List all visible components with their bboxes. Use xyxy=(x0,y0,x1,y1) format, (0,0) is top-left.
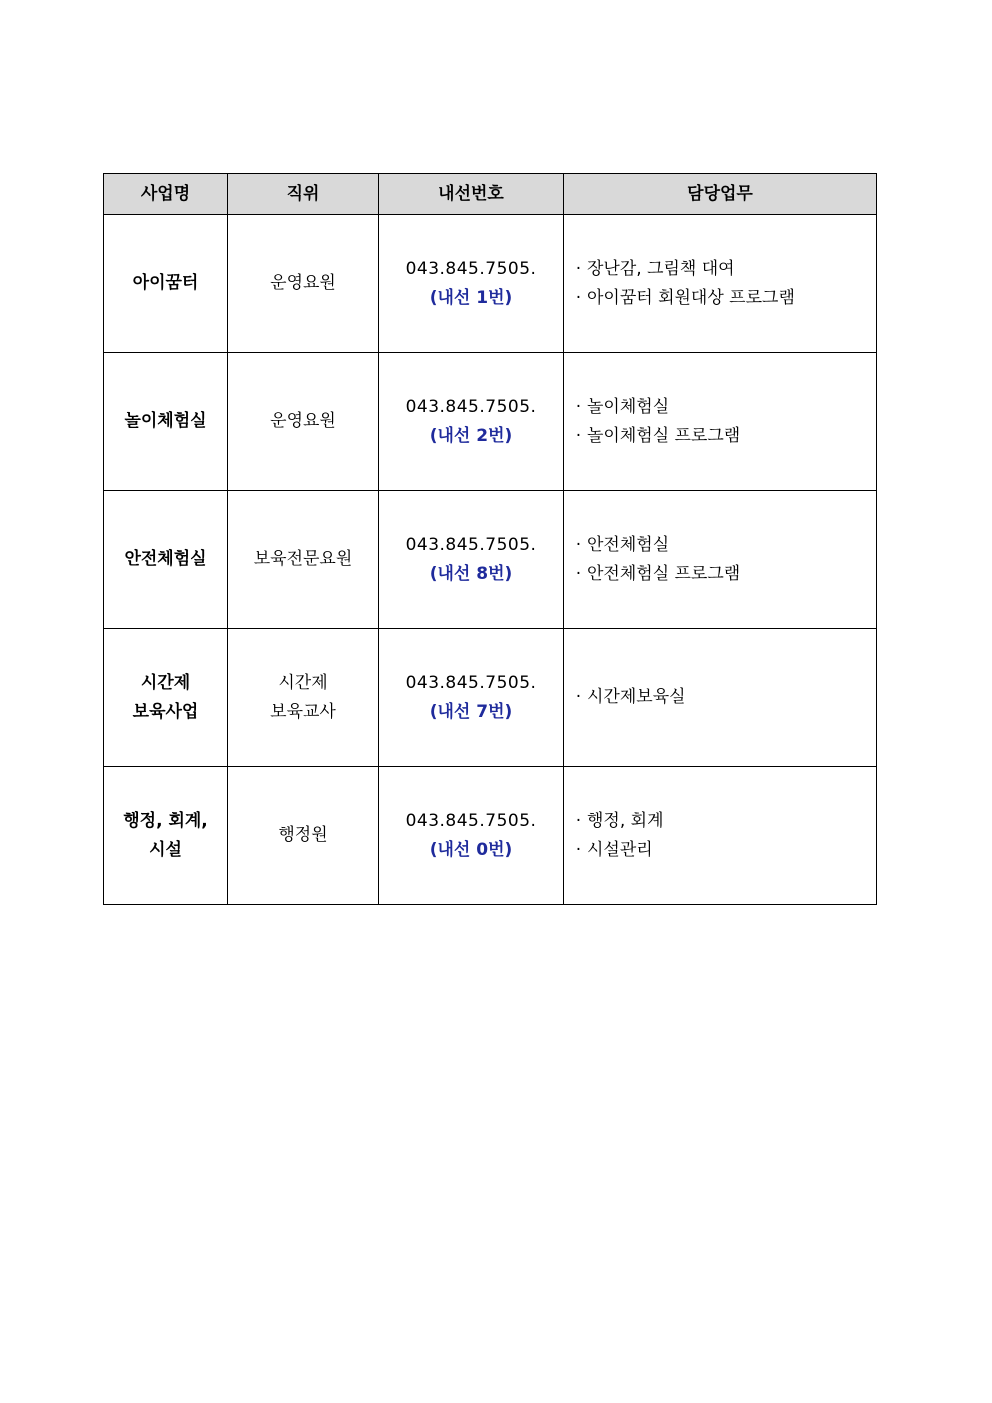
duty-text: 아이꿈터 회원대상 프로그램 xyxy=(587,287,795,308)
business-name-cell xyxy=(104,353,228,491)
phone-number: 043.845.7505. xyxy=(405,396,537,417)
duty-text: 행정, 회계 xyxy=(587,810,664,831)
duty-item xyxy=(570,560,876,589)
header-row xyxy=(104,174,877,215)
duty-text: 놀이체험실 프로그램 xyxy=(587,425,741,446)
table-row xyxy=(104,353,877,491)
header-position: 직위 xyxy=(228,174,379,215)
position-cell xyxy=(228,767,379,905)
business-name-line: 시간제 xyxy=(140,672,191,693)
bullet-icon: · xyxy=(575,534,582,555)
business-name-cell xyxy=(104,629,228,767)
position-line: 행정원 xyxy=(278,825,328,845)
business-name-line: 안전체험실 xyxy=(124,549,207,569)
duty-text: 안전체험실 프로그램 xyxy=(587,563,741,584)
extension-number: (내선 0번) xyxy=(429,839,513,860)
position-cell xyxy=(228,629,379,767)
duties-cell xyxy=(564,491,877,629)
extension-number: (내선 7번) xyxy=(429,701,513,722)
phone-number: 043.845.7505. xyxy=(405,810,537,831)
phone-number: 043.845.7505. xyxy=(405,258,537,279)
duties-cell xyxy=(564,353,877,491)
bullet-icon: · xyxy=(575,563,582,584)
duty-item xyxy=(570,422,876,451)
business-name-cell xyxy=(104,491,228,629)
duties-cell xyxy=(564,215,877,353)
table-row xyxy=(104,215,877,353)
phone-number: 043.845.7505. xyxy=(405,672,537,693)
table-header xyxy=(104,174,877,215)
extension-cell xyxy=(379,215,564,353)
bullet-icon: · xyxy=(575,287,582,308)
business-name-line: 아이꿈터 xyxy=(132,273,199,293)
position-line: 운영요원 xyxy=(270,411,336,431)
bullet-icon: · xyxy=(575,396,582,417)
business-name-cell xyxy=(104,767,228,905)
phone-number: 043.845.7505. xyxy=(405,534,537,555)
table-body xyxy=(104,215,877,905)
duty-text: 놀이체험실 xyxy=(587,396,670,417)
extension-number: (내선 2번) xyxy=(429,425,513,446)
duty-item xyxy=(570,393,876,422)
extension-number: (내선 1번) xyxy=(429,287,513,308)
duty-text: 장난감, 그림책 대여 xyxy=(587,258,735,279)
duties-cell xyxy=(564,767,877,905)
extension-cell xyxy=(379,767,564,905)
position-line: 시간제 xyxy=(278,672,328,693)
position-cell xyxy=(228,491,379,629)
duty-text: 시간제보육실 xyxy=(587,687,686,707)
table-row xyxy=(104,767,877,905)
position-cell xyxy=(228,353,379,491)
position-line: 보육교사 xyxy=(270,701,336,722)
business-name-line: 시설 xyxy=(149,839,182,860)
extension-cell xyxy=(379,491,564,629)
bullet-icon: · xyxy=(575,810,582,831)
duty-item xyxy=(570,807,876,836)
duty-text: 시설관리 xyxy=(587,839,653,860)
bullet-icon: · xyxy=(575,258,582,279)
bullet-icon: · xyxy=(575,839,582,860)
header-business-name: 사업명 xyxy=(104,174,228,215)
bullet-icon: · xyxy=(575,425,582,446)
duty-item xyxy=(570,284,876,313)
table-row xyxy=(104,629,877,767)
header-extension-number: 내선번호 xyxy=(379,174,564,215)
extension-cell xyxy=(379,353,564,491)
position-line: 보육전문요원 xyxy=(253,549,353,569)
business-name-line: 보육사업 xyxy=(132,701,199,722)
position-cell xyxy=(228,215,379,353)
bullet-icon: · xyxy=(575,687,582,707)
business-name-line: 놀이체험실 xyxy=(124,411,207,431)
extension-cell xyxy=(379,629,564,767)
duties-cell xyxy=(564,629,877,767)
duty-text: 안전체험실 xyxy=(587,534,670,555)
duty-item xyxy=(570,255,876,284)
header-duties: 담당업무 xyxy=(564,174,877,215)
table-row xyxy=(104,491,877,629)
business-name-line: 행정, 회계, xyxy=(123,810,208,831)
position-line: 운영요원 xyxy=(270,273,336,293)
duty-item xyxy=(570,531,876,560)
business-name-cell xyxy=(104,215,228,353)
duty-item xyxy=(570,683,876,712)
extension-number: (내선 8번) xyxy=(429,563,513,584)
staff-contact-table xyxy=(103,173,877,905)
duty-item xyxy=(570,836,876,865)
